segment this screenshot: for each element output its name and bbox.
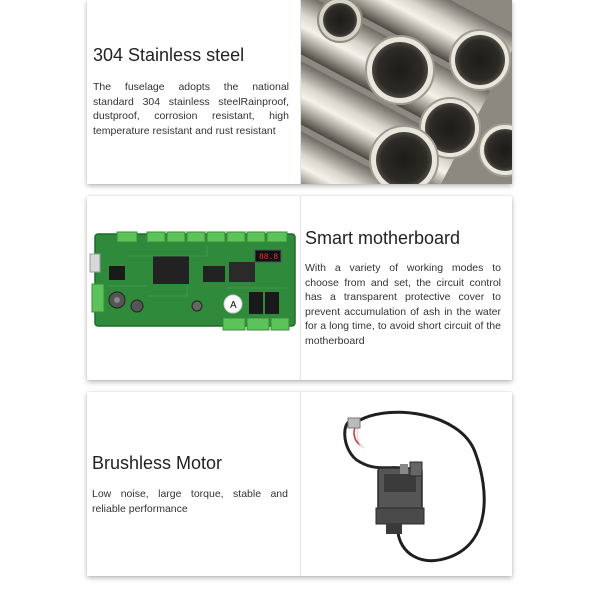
section-smart-motherboard bbox=[87, 196, 512, 380]
section-brushless-motor bbox=[87, 392, 512, 576]
svg-text:A: A bbox=[230, 300, 237, 311]
motor-cable-illustration bbox=[300, 392, 512, 576]
circuit-board-illustration bbox=[87, 196, 300, 380]
motor-sensor-cable-image bbox=[300, 392, 512, 576]
section-title: 304 Stainless steel bbox=[93, 45, 245, 65]
circuit-board-image bbox=[87, 196, 300, 380]
section-divider bbox=[300, 196, 301, 380]
pipes-illustration bbox=[300, 0, 512, 184]
section-description: The fuselage adopts the national standard 304 stainless steelRainproof, dustproof, corrosion resistant, high temperature resistant and rust resistant bbox=[93, 81, 289, 137]
section-divider bbox=[300, 392, 301, 576]
stainless-steel-pipes-image bbox=[300, 0, 512, 184]
text-panel bbox=[300, 196, 512, 380]
text-panel bbox=[87, 0, 300, 184]
sensor-module bbox=[376, 462, 424, 534]
section-divider bbox=[300, 0, 301, 184]
section-title: Smart motherboard bbox=[305, 228, 461, 248]
section-description: Low noise, large torque, stable and reliable performance bbox=[92, 488, 288, 515]
section-stainless-steel bbox=[87, 0, 512, 184]
text-panel bbox=[87, 392, 300, 576]
section-title: Brushless Motor bbox=[92, 453, 223, 473]
section-description: With a variety of working modes to choose from and set, the circuit control has a transparent protective cover to prevent accumulation of ash in the water for a long time, to avoid short circuit of the motherboard bbox=[305, 262, 501, 347]
svg-text:88.8: 88.8 bbox=[259, 253, 279, 262]
